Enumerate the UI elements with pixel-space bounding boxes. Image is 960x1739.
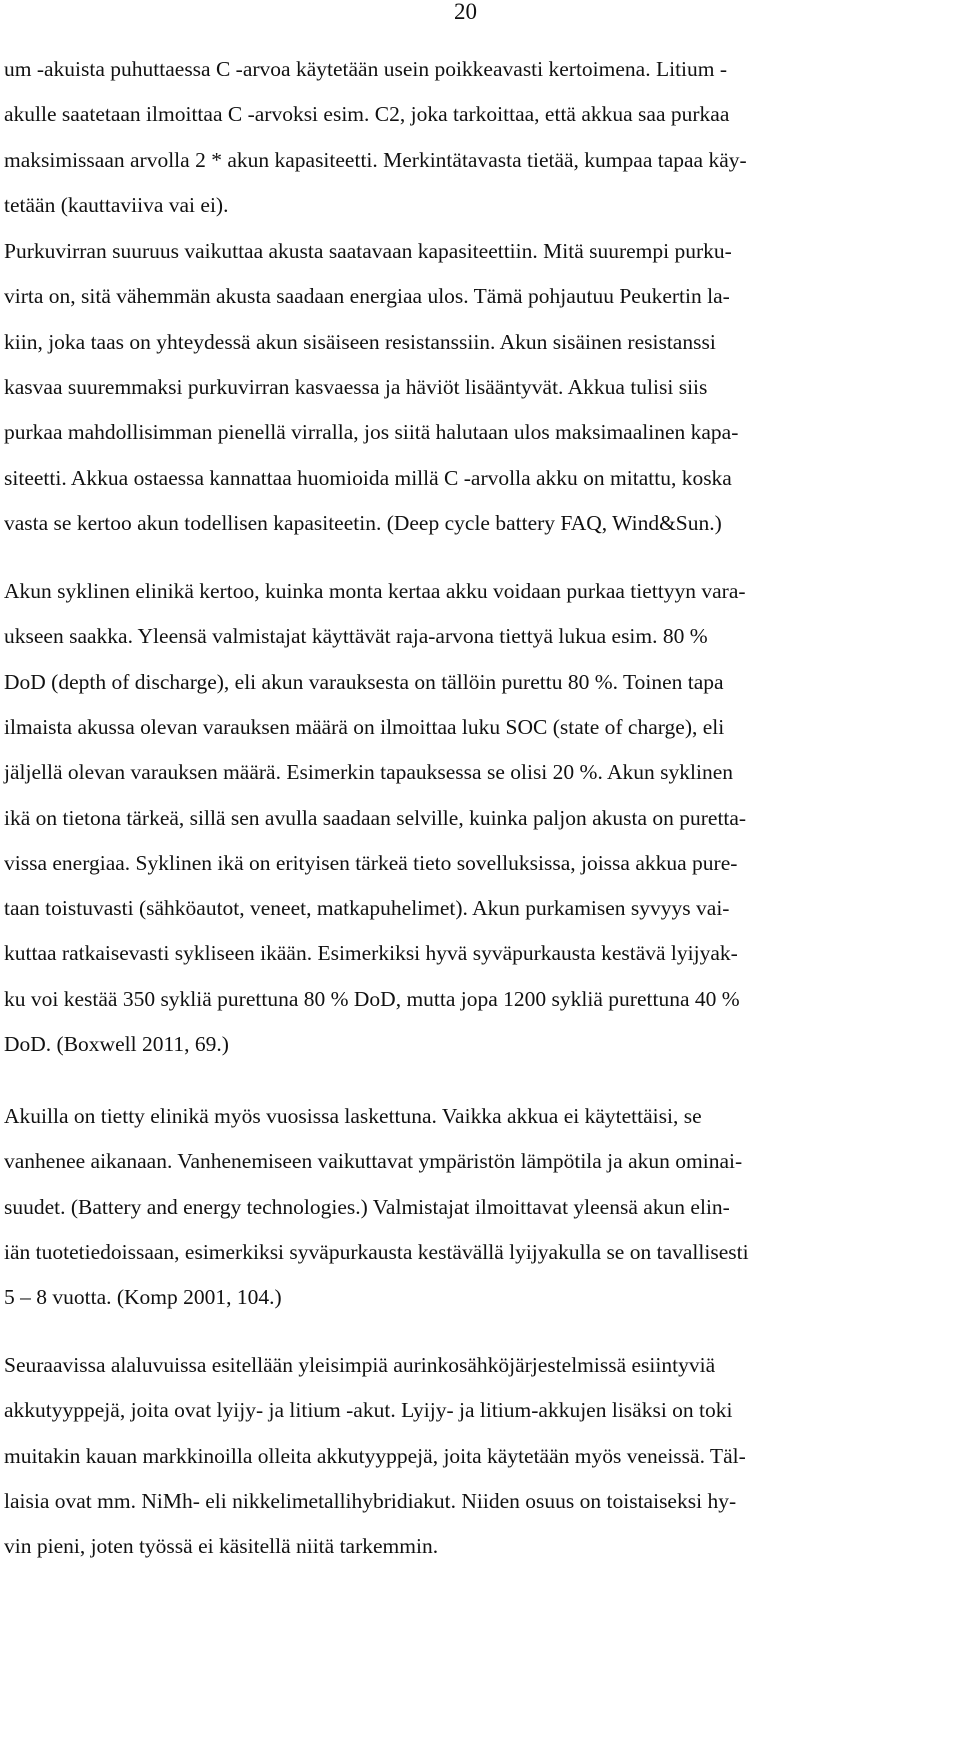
text-line: DoD. (Boxwell 2011, 69.) — [4, 1032, 229, 1056]
text-line: 5 – 8 vuotta. (Komp 2001, 104.) — [4, 1285, 282, 1310]
page-number: 20 — [454, 0, 477, 24]
text-line: siteetti. Akkua ostaessa kannattaa huomioida millä C -arvolla akku on mitattu, koska — [4, 465, 732, 490]
text-line: ukseen saakka. Yleensä valmistajat käyttävät raja-arvona tiettyä lukua esim. 80 % — [4, 624, 708, 649]
text-line: DoD (depth of discharge), eli akun varauksesta on tällöin purettu 80 %. Toinen tapa — [4, 669, 724, 694]
text-line: akkutyyppejä, joita ovat lyijy- ja litium -akut. Lyijy- ja litium-akkujen lisäksi on toki — [4, 1398, 733, 1423]
text-line: vissa energiaa. Syklinen ikä on erityisen tärkeä tieto sovelluksissa, joissa akkua pure- — [4, 850, 738, 875]
text-line: iän tuotetiedoissaan, esimerkiksi syväpurkausta kestävällä lyijyakulla se on tavallisesti — [4, 1239, 749, 1264]
text-line: jäljellä olevan varauksen määrä. Esimerkin tapauksessa se olisi 20 %. Akun syklinen — [4, 760, 734, 785]
text-line: laisia ovat mm. NiMh- eli nikkelimetallihybridiakut. Niiden osuus on toistaiseksi hy- — [4, 1488, 737, 1513]
text-line: vanhenee aikanaan. Vanhenemiseen vaikuttavat ympäristön lämpötila ja akun ominai- — [4, 1149, 743, 1174]
text-line: um -akuista puhuttaessa C -arvoa käytetään usein poikkeavasti kertoimena. Litium - — [4, 57, 728, 81]
text-line: Akun syklinen elinikä kertoo, kuinka monta kertaa akku voidaan purkaa tiettyyn vara- — [4, 579, 746, 603]
text-line: ku voi kestää 350 sykliä purettuna 80 % DoD, mutta jopa 1200 sykliä purettuna 40 % — [4, 986, 740, 1011]
text-line: kuttaa ratkaisevasti sykliseen ikään. Esimerkiksi hyvä syväpurkausta kestävä lyijyak- — [4, 941, 738, 966]
text-line: virta on, sitä vähemmän akusta saadaan energiaa ulos. Tämä pohjautuu Peukertin la- — [4, 284, 730, 309]
text-line: kasvaa suuremmaksi purkuvirran kasvaessa ja häviöt lisääntyvät. Akkua tulisi siis — [4, 374, 708, 399]
text-line: muitakin kauan markkinoilla olleita akkutyyppejä, joita käytetään myös veneissä. Täl- — [4, 1443, 746, 1468]
text-line: tetään (kauttaviiva vai ei). — [4, 192, 229, 217]
text-line: kiin, joka taas on yhteydessä akun sisäiseen resistanssiin. Akun sisäinen resistanssi — [4, 329, 716, 354]
text-line: taan toistuvasti (sähköautot, veneet, matkapuhelimet). Akun purkamisen syvyys vai- — [4, 896, 730, 921]
text-line: vin pieni, joten työssä ei käsitellä niitä tarkemmin. — [4, 1534, 439, 1559]
text-line: maksimissaan arvolla 2 * akun kapasiteetti. Merkintätavasta tietää, kumpaa tapaa käy- — [4, 147, 747, 172]
text-line: Purkuvirran suuruus vaikuttaa akusta saatavaan kapasiteettiin. Mitä suurempi purku- — [4, 239, 732, 263]
text-line: purkaa mahdollisimman pienellä virralla, jos siitä halutaan ulos maksimaalinen kapa- — [4, 420, 739, 445]
text-line: suudet. (Battery and energy technologies.) Valmistajat ilmoittavat yleensä akun elin- — [4, 1194, 730, 1219]
text-line: ilmaista akussa olevan varauksen määrä on ilmoittaa luku SOC (state of charge), eli — [4, 714, 725, 739]
text-line: Seuraavissa alaluvuissa esitellään yleisimpiä aurinkosähköjärjestelmissä esiintyviä — [4, 1353, 716, 1377]
text-line: vasta se kertoo akun todellisen kapasiteetin. (Deep cycle battery FAQ, Wind&Sun.) — [4, 510, 722, 535]
text-line: akulle saatetaan ilmoittaa C -arvoksi esim. C2, joka tarkoittaa, että akkua saa purkaa — [4, 102, 730, 127]
text-line: ikä on tietona tärkeä, sillä sen avulla saadaan selville, kuinka paljon akusta on puretta- — [4, 805, 747, 830]
text-line: Akuilla on tietty elinikä myös vuosissa laskettuna. Vaikka akkua ei käytettäisi, se — [4, 1104, 702, 1128]
